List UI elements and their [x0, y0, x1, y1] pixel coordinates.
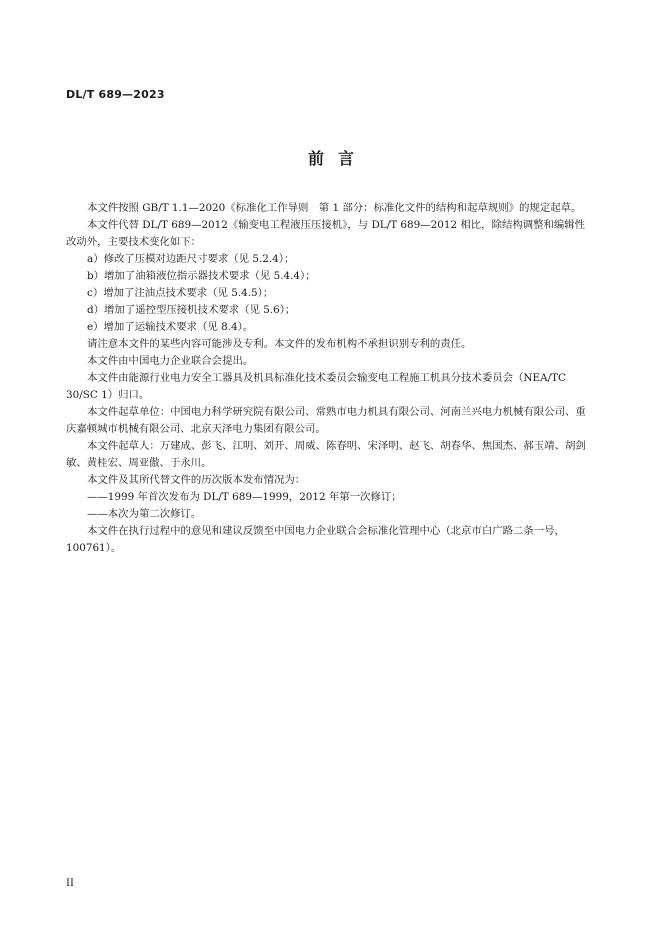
paragraph-patent-notice: 请注意本文件的某些内容可能涉及专利。本文件的发布机构不承担识别专利的责任。 — [87, 338, 472, 350]
change-item-a: a）修改了压模对边距尺寸要求（见 5.2.4）； — [87, 253, 295, 265]
paragraph-proposer: 本文件由中国电力企业联合会提出。 — [87, 355, 254, 367]
paragraph-drafting-units: 本文件起草单位：中国电力科学研究院有限公司、常熟市电力机具有限公司、河南兰兴电力机械有限公司、重庆嘉顿城市机械有限公司、北京天泽电力集团有限公司。 — [66, 406, 586, 435]
document-code: DL/T 689—2023 — [66, 88, 165, 101]
change-item-b: b）增加了油箱液位指示器技术要求（见 5.4.4）； — [87, 270, 316, 282]
paragraph-feedback: 本文件在执行过程中的意见和建议反馈至中国电力企业联合会标准化管理中心（北京市白广路二条一号，100761）。 — [66, 525, 565, 554]
paragraph-technical-committee: 本文件由能源行业电力安全工器具及机具标准化技术委员会输变电工程施工机具分技术委员会（NEA/TC 30/SC 1）归口。 — [66, 372, 566, 401]
history-item-second-revision: ——本次为第二次修订。 — [87, 508, 202, 520]
paragraph-history-intro: 本文件及其所代替文件的历次版本发布情况为： — [87, 474, 306, 486]
paragraph-replacement: 本文件代替 DL/T 689—2012《输变电工程液压压接机》，与 DL/T 689—2012 相比，除结构调整和编辑性改动外，主要技术变化如下： — [66, 219, 586, 248]
change-item-e: e）增加了运输技术要求（见 8.4）。 — [87, 321, 254, 333]
paragraph-drafters: 本文件起草人：万建成、彭飞、江明、刘开、周威、陈春明、宋泽明、赵飞、胡春华、焦国杰、郝玉靖、胡剑敏、黄桂宏、周亚傲、于永川。 — [66, 440, 586, 469]
page-number: II — [66, 878, 74, 889]
history-item-first-release: ——1999 年首次发布为 DL/T 689—1999，2012 年第一次修订； — [87, 491, 402, 503]
change-item-c: c）增加了注油点技术要求（见 5.4.5）； — [87, 287, 274, 299]
paragraph-drafting-rules: 本文件按照 GB/T 1.1—2020《标准化工作导则 第 1 部分：标准化文件的结构和起草规则》的规定起草。 — [87, 202, 582, 214]
page-title: 前言 — [307, 149, 368, 168]
change-item-d: d）增加了遥控型压接机技术要求（见 5.6）； — [87, 304, 296, 316]
foreword-body — [66, 200, 594, 557]
